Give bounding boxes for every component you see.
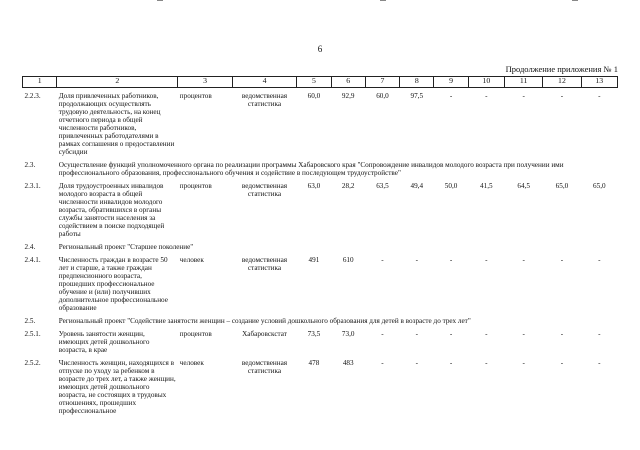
row-code: 2.5.: [24, 317, 36, 325]
row-code: 2.5.2.: [24, 359, 41, 367]
source: ведомственная статистика: [241, 92, 288, 108]
value-cell: -: [522, 92, 525, 100]
table-row: [23, 358, 618, 416]
value-cell: 63,5: [376, 182, 389, 190]
unit: процентов: [179, 92, 212, 100]
value-cell: 97,5: [410, 92, 424, 100]
table-row: [23, 255, 618, 313]
unit: человек: [179, 256, 204, 264]
col-header: 1: [23, 77, 57, 88]
source: ведомственная статистика: [241, 359, 288, 375]
value-cell: -: [598, 256, 601, 264]
value-cell: -: [485, 256, 488, 264]
value-cell: -: [598, 92, 601, 100]
value-cell: -: [449, 256, 453, 264]
col-header: 13: [581, 77, 617, 88]
page-number: 6: [317, 44, 323, 54]
value-cell: -: [415, 256, 418, 264]
value-cell: -: [598, 330, 601, 338]
value-cell: 64,5: [517, 182, 530, 190]
indicators-table: [22, 76, 618, 416]
indicator-name: Численность женщин, находящихся в отпуске по уходу за ребенком в возрасте до трех лет, а также женщин, имеющих детей дошкольного возраста, не состоящих в трудовых отношениях, прошедших профессиональное: [58, 359, 176, 415]
row-code: 2.4.: [24, 243, 36, 251]
table-row: [23, 329, 618, 355]
col-header: 6: [331, 77, 365, 88]
section-row: [23, 242, 618, 252]
appendix-continuation-label: Продолжение приложения № 1: [505, 64, 618, 74]
value-cell: 73,5: [307, 330, 321, 338]
col-header: 5: [297, 77, 331, 88]
value-cell: -: [522, 330, 525, 338]
value-cell: -: [560, 256, 564, 264]
value-cell: -: [522, 359, 525, 367]
value-cell: -: [415, 330, 418, 338]
col-header: 8: [400, 77, 434, 88]
value-cell: -: [381, 330, 384, 338]
value-cell: 60,0: [307, 92, 321, 100]
value-cell: -: [560, 92, 564, 100]
value-cell: 73,0: [341, 330, 355, 338]
unit: человек: [179, 359, 204, 367]
col-header: 9: [434, 77, 468, 88]
row-code: 2.2.3.: [24, 92, 41, 100]
column-number-row: [23, 77, 618, 88]
unit: процентов: [179, 182, 212, 190]
value-cell: 28,2: [341, 182, 355, 190]
value-cell: 65,0: [555, 182, 569, 190]
value-cell: -: [598, 359, 601, 367]
value-cell: 49,4: [410, 182, 424, 190]
value-cell: -: [560, 330, 564, 338]
value-cell: 92,9: [341, 92, 355, 100]
table-row: [23, 91, 618, 157]
col-header: 11: [504, 77, 542, 88]
source: Хабаровскстат: [242, 330, 287, 338]
indicator-name: Численность граждан в возрасте 50 лет и старше, а также граждан предпенсионного возраста, прошедших профессиональное обучение и (или) получивших дополнительное профессиональное образование: [58, 256, 168, 312]
col-header: 7: [365, 77, 399, 88]
value-cell: -: [449, 359, 453, 367]
value-cell: -: [522, 256, 525, 264]
section-title: Осуществление функций уполномоченного органа по реализации программы Хабаровского края "Сопровождение инвалидов молодого возраста при получении ими профессионального образования, профессионального обучения и содействие в последующем трудоустройстве": [58, 161, 564, 177]
col-header: 12: [543, 77, 581, 88]
value-cell: 63,0: [307, 182, 321, 190]
row-code: 2.4.1.: [24, 256, 41, 264]
indicator-name: Уровень занятости женщин, имеющих детей дошкольного возраста, в крае: [58, 330, 150, 354]
section-title: Региональный проект "Старшее поколение": [58, 243, 194, 251]
value-cell: -: [381, 359, 384, 367]
indicator-name: Доля трудоустроенных инвалидов молодого возраста в общей численности инвалидов молодого возраста, обратившихся в органы службы занятости населения за содействием в поиске подходящей работы: [58, 182, 165, 238]
value-cell: -: [560, 359, 564, 367]
source: ведомственная статистика: [241, 182, 288, 198]
value-cell: 491: [308, 256, 320, 264]
table-row: [23, 181, 618, 239]
value-cell: -: [381, 256, 384, 264]
value-cell: 483: [342, 359, 354, 367]
col-header: 4: [232, 77, 297, 88]
value-cell: 478: [308, 359, 320, 367]
indicator-name: Доля привлеченных работников, продолжающих осуществлять трудовую деятельность, на конец отчетного периода в общей численности работников, привлеченных работодателями в рамках соглашения о предоставлении субсидии: [58, 92, 175, 156]
value-cell: -: [485, 330, 488, 338]
col-header: 3: [178, 77, 232, 88]
col-header: 10: [468, 77, 504, 88]
col-header: 2: [57, 77, 178, 88]
value-cell: 65,0: [593, 182, 606, 190]
value-cell: -: [449, 92, 453, 100]
unit: процентов: [179, 330, 212, 338]
source: ведомственная статистика: [241, 256, 288, 272]
value-cell: -: [485, 92, 488, 100]
section-row: [23, 316, 618, 326]
value-cell: -: [415, 359, 418, 367]
row-code: 2.3.1.: [24, 182, 41, 190]
value-cell: 50,0: [444, 182, 458, 190]
row-code: 2.3.: [24, 161, 36, 169]
value-cell: -: [485, 359, 488, 367]
row-code: 2.5.1.: [24, 330, 41, 338]
value-cell: -: [449, 330, 453, 338]
value-cell: 610: [342, 256, 354, 264]
section-title: Региональный проект "Содействие занятости женщин – создание условий дошкольного образования для детей в возрасте до трех лет": [58, 317, 471, 325]
value-cell: 41,5: [480, 182, 493, 190]
section-row: [23, 160, 618, 178]
value-cell: 60,0: [376, 92, 389, 100]
